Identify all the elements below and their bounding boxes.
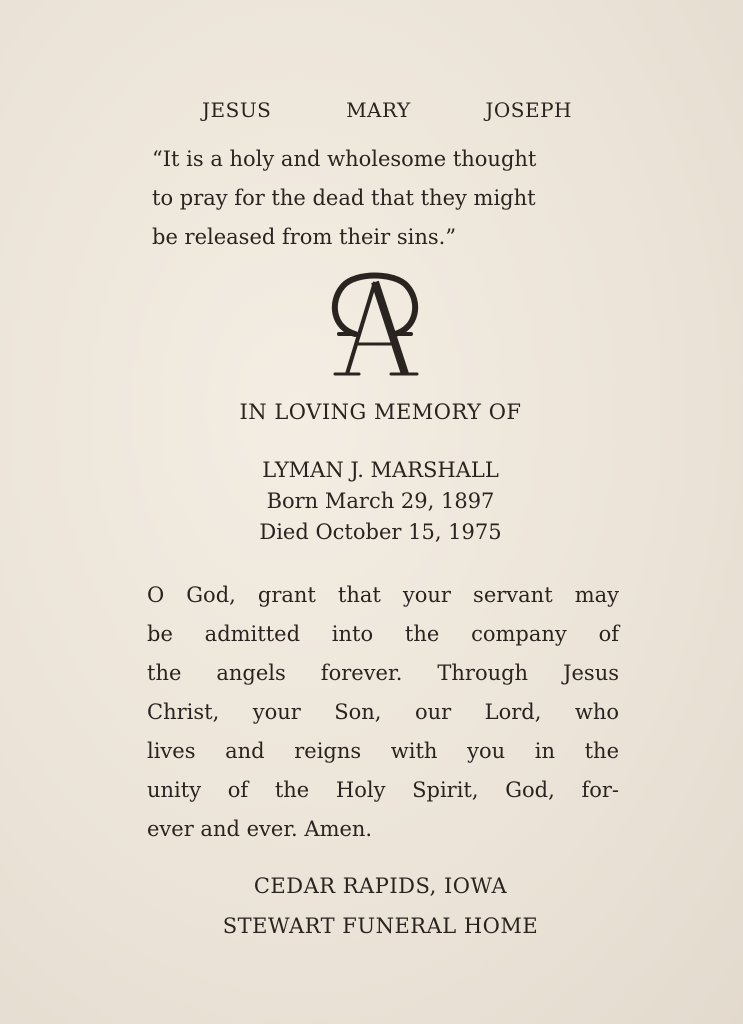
quote-line: be released from their sins.”	[152, 225, 457, 249]
deceased-info	[0, 455, 743, 548]
quote-line: to pray for the dead that they might	[152, 186, 536, 210]
prayer-text	[147, 576, 619, 849]
prayer-line: the angels forever. Through Jesus	[147, 661, 619, 685]
deceased-name: LYMAN J. MARSHALL	[262, 458, 499, 482]
prayer-line: O God, grant that your servant may	[147, 583, 619, 607]
header-word-mary: MARY	[346, 98, 411, 122]
prayer-line: lives and reigns with you in the	[147, 739, 619, 763]
death-date: Died October 15, 1975	[259, 520, 502, 544]
prayer-line: unity of the Holy Spirit, God, for-	[147, 778, 619, 802]
footer-funeral-home: STEWART FUNERAL HOME	[222, 914, 539, 938]
alpha-omega-icon	[325, 262, 425, 382]
scripture-quote	[152, 140, 622, 257]
quote-line: “It is a holy and wholesome thought	[152, 147, 537, 171]
prayer-line: Christ, your Son, our Lord, who	[147, 700, 619, 724]
prayer-line: be admitted into the company of	[147, 622, 619, 646]
header-word-joseph: JOSEPH	[485, 98, 572, 122]
header-word-jesus: JESUS	[202, 98, 272, 122]
footer	[0, 866, 743, 946]
prayer-line: ever and ever. Amen.	[147, 817, 373, 841]
header-holy-family	[152, 98, 622, 122]
memorial-heading: IN LOVING MEMORY OF	[239, 400, 522, 424]
birth-date: Born March 29, 1897	[266, 489, 495, 513]
footer-location: CEDAR RAPIDS, IOWA	[253, 874, 508, 898]
